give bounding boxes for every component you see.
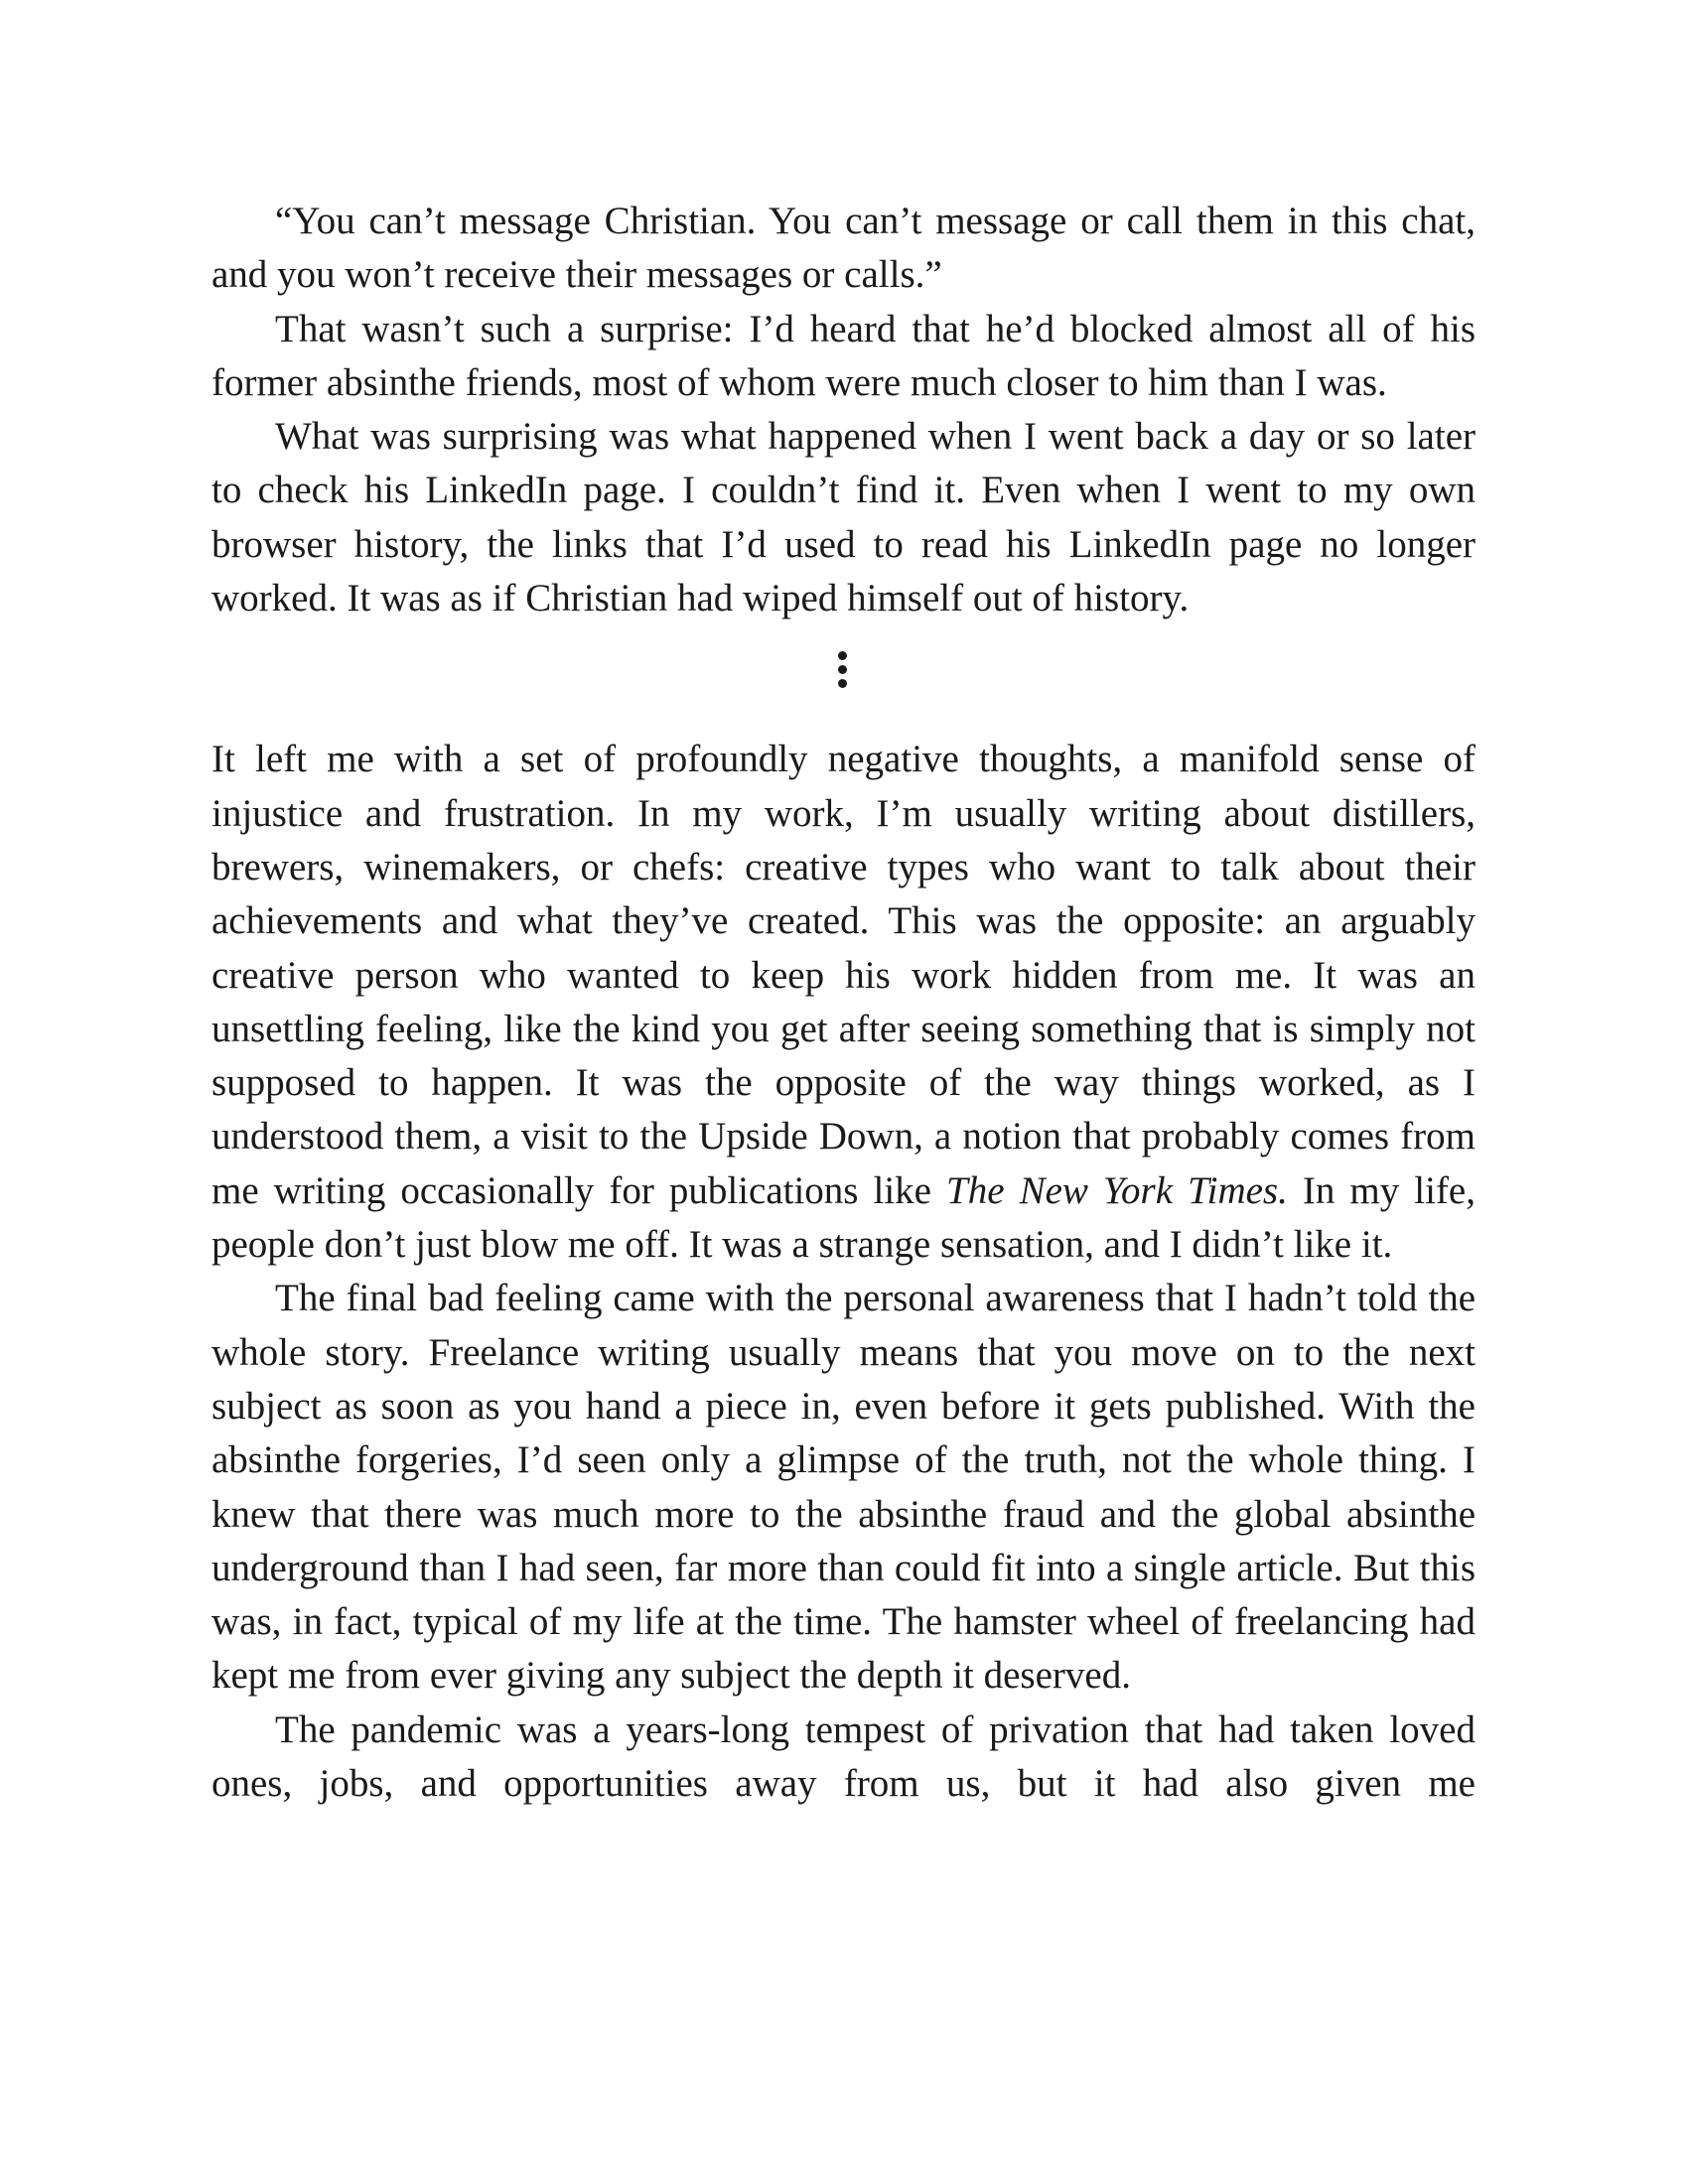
text-segment: It left me with a set of profoundly negative thoughts, a manifold sense of injustice and frustration. In my work, I’m usually writing about distillers, brewers, winemakers, or chefs: creative types who want to talk about their achievements and what they’ve created. This was the opposite: an arguably creative person who wanted to keep his work hidden from me. It was an unsettling feeling, like the kind you get after seeing something that is simply not supposed to happen. It was the opposite of the way things worked, as I understood them, a visit to the Upside Down, a notion that probably comes from me writing occasionally for publications like (211, 738, 1476, 1212)
paragraph-linkedin: What was surprising was what happened when I went back a day or so later to check his LinkedIn page. I couldn’t find it. Even when I went to my own browser history, the links that I’d used to read his LinkedIn page no longer worked. It was as if Christian had wiped himself out of history. (211, 415, 1476, 620)
book-page (211, 195, 1476, 1811)
section-separator (211, 645, 1476, 733)
paragraph-blocked-message: “You can’t message Christian. You can’t message or call them in this chat, and you won’t receive their messages or calls.” (211, 200, 1476, 297)
paragraph-final-bad-feeling: The final bad feeling came with the personal awareness that I hadn’t told the whole story. Freelance writing usually means that you move on to the next subject as soon as you hand a piece in, even before it gets published. With the absinthe forgeries, I’d seen only a glimpse of the truth, not the whole thing. I knew that there was much more to the absinthe fraud and the global absinthe underground than I had seen, far more than could fit into a single article. But this was, in fact, typical of my life at the time. The hamster wheel of freelancing had kept me from ever giving any subject the depth it deserved. (211, 1277, 1476, 1698)
paragraph-not-surprise: That wasn’t such a surprise: I’d heard that he’d blocked almost all of his former absinthe friends, most of whom were much closer to him than I was. (211, 307, 1476, 404)
vertical-ellipsis-icon (838, 651, 848, 693)
publication-title: The New York Times. (946, 1168, 1288, 1212)
text-segment: In my life, people don’t just blow me off. It was a strange sensation, and I didn’t like it. (211, 1168, 1476, 1267)
paragraph-pandemic: The pandemic was a years-long tempest of privation that had taken loved ones, jobs, and opportunities away from us, but it had also given me (211, 1707, 1476, 1806)
paragraph-negative-thoughts (211, 733, 1476, 1272)
